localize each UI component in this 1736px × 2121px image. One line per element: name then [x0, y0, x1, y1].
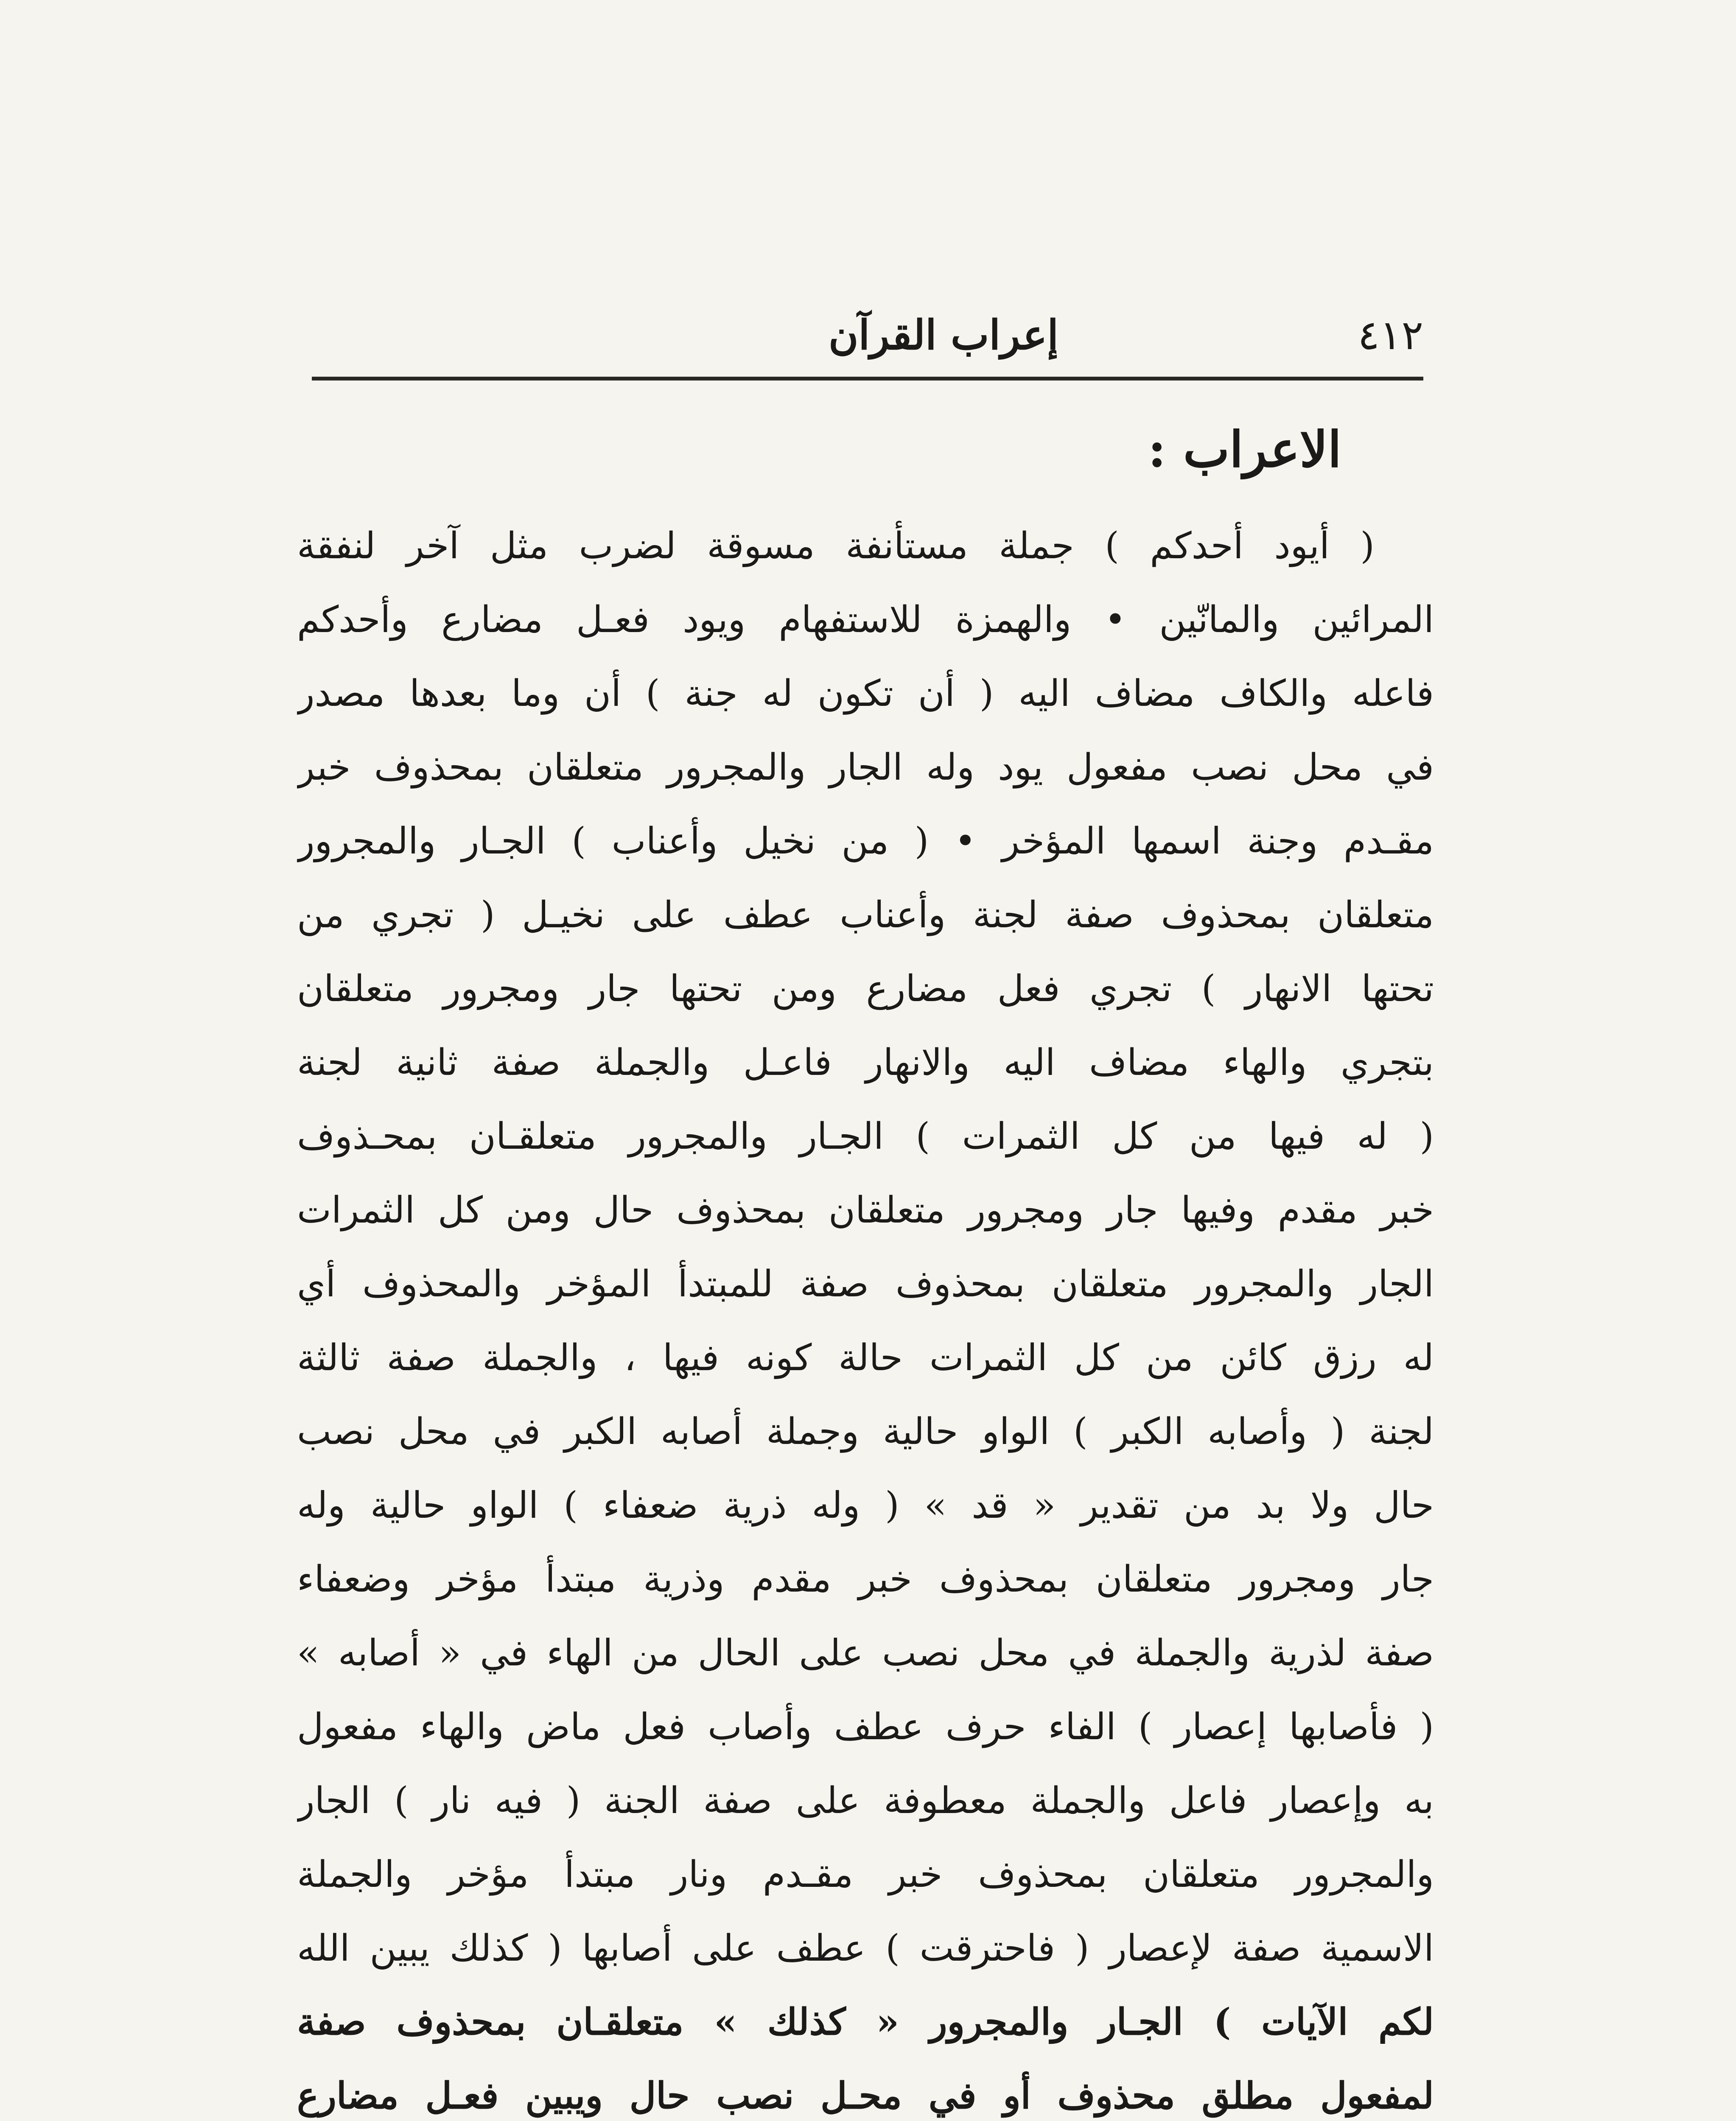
text-line: الاسمية صفة لإعصار ( فاحترقت ) عطف على أصابها ( كذلك يبين الله — [297, 1927, 1434, 1970]
running-title: إعراب القرآن — [828, 311, 1058, 359]
text-line: جار ومجرور متعلقان بمحذوف خبر مقدم وذرية مبتدأ مؤخر وضعفاء — [297, 1558, 1434, 1601]
text-line: المرائين والمانّين • والهمزة للاستفهام ويود فعـل مضارع وأحدكم — [297, 599, 1434, 641]
text-line: لجنة ( وأصابه الكبر ) الواو حالية وجملة أصابه الكبر في محل نصب — [297, 1410, 1434, 1453]
text-line: لمفعول مطلق محذوف أو في محـل نصب حال ويبين فعـل مضارع — [297, 2074, 1434, 2117]
section-heading: الاعراب : — [1148, 421, 1341, 478]
text-line: صفة لذرية والجملة في محل نصب على الحال من الهاء في « أصابه » — [297, 1632, 1434, 1674]
page-number: ٤١٢ — [1358, 311, 1423, 359]
text-line: لكم الآيات ) الجـار والمجرور « كذلك » متعلقـان بمحذوف صفة — [297, 2001, 1434, 2043]
text-line: ( فأصابها إعصار ) الفاء حرف عطف وأصاب فعل ماض والهاء مفعول — [297, 1706, 1434, 1748]
text-line: في محل نصب مفعول يود وله الجار والمجرور متعلقان بمحذوف خبر — [297, 746, 1434, 789]
text-line: بتجري والهاء مضاف اليه والانهار فاعـل والجملة صفة ثانية لجنة — [297, 1041, 1434, 1084]
text-line: والمجرور متعلقان بمحذوف خبر مقـدم ونار مبتدأ مؤخر والجملة — [297, 1853, 1434, 1896]
header-rule — [312, 377, 1423, 381]
text-line: حال ولا بد من تقدير « قد » ( وله ذرية ضعفاء ) الواو حالية وله — [297, 1484, 1434, 1527]
text-line: متعلقان بمحذوف صفة لجنة وأعناب عطف على نخيـل ( تجري من — [297, 894, 1434, 936]
text-line: له رزق كائن من كل الثمرات حالة كونه فيها ، والجملة صفة ثالثة — [297, 1337, 1434, 1379]
text-line: ( أيود أحدكم ) جملة مستأنفة مسوقة لضرب مثل آخر لنفقة — [297, 525, 1375, 567]
body-text — [297, 509, 1434, 2121]
text-line: ( له فيها من كل الثمرات ) الجـار والمجرور متعلقـان بمحـذوف — [297, 1115, 1434, 1158]
text-line: تحتها الانهار ) تجري فعل مضارع ومن تحتها جار ومجرور متعلقان — [297, 968, 1434, 1010]
text-line: خبر مقدم وفيها جار ومجرور متعلقان بمحذوف حال ومن كل الثمرات — [297, 1189, 1434, 1231]
text-line: الجار والمجرور متعلقان بمحذوف صفة للمبتدأ المؤخر والمحذوف أي — [297, 1263, 1434, 1305]
text-line: به وإعصار فاعل والجملة معطوفة على صفة الجنة ( فيه نار ) الجار — [297, 1780, 1434, 1822]
text-line: مقـدم وجنة اسمها المؤخر • ( من نخيل وأعناب ) الجـار والمجرور — [297, 820, 1434, 862]
page-header — [312, 293, 1423, 378]
text-line: فاعله والكاف مضاف اليه ( أن تكون له جنة ) أن وما بعدها مصدر — [297, 672, 1434, 715]
